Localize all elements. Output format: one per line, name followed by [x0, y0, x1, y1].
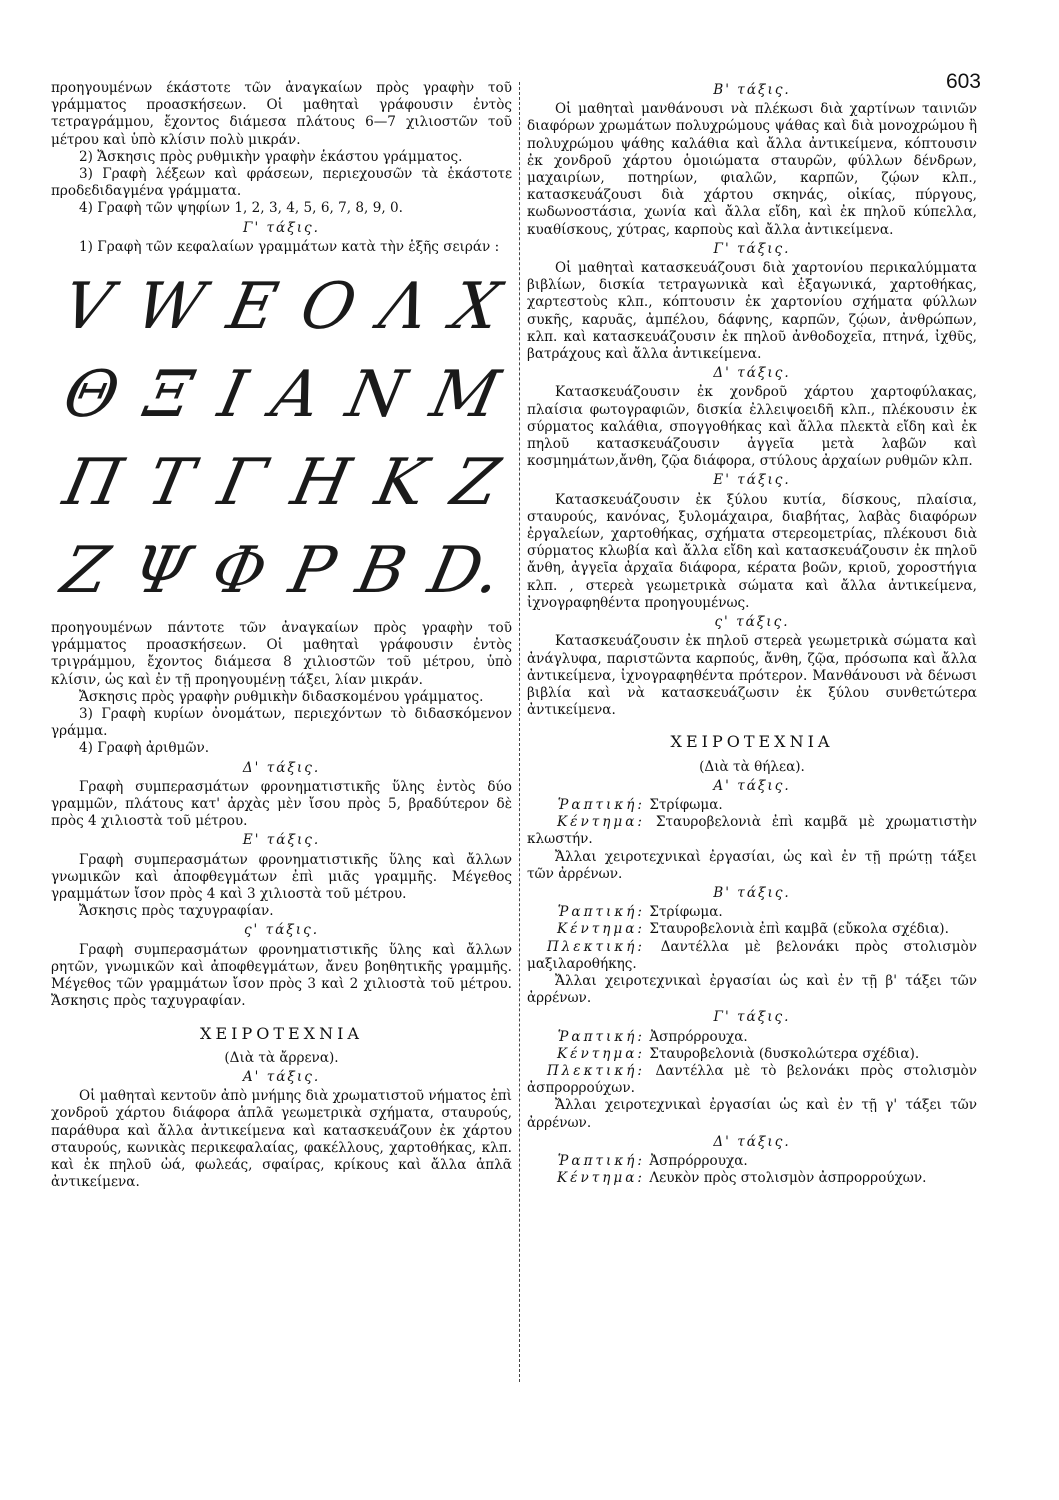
- paragraph: Οἱ μαθηταὶ κεντοῦν ἀπὸ μνήμης διὰ χρωματιστοῦ νήματος ἐπὶ χονδροῦ χάρτου διάφορα ἁπλᾶ γεωμετρικὰ σχήματα, σταυρούς, παράθυρα καὶ ἄλλα ἀντικείμενα καὶ κατασκευάζουν ἐκ χάρτου σταυρούς, κωνικὰς περικεφαλαίας, φακέλλους, χαρτοθήκας, κλπ. καὶ ἐκ πηλοῦ ὠά, φωλεάς, σφαίρας, κρίκους καὶ ἄλλα ἁπλᾶ ἀντικείμενα.: [51, 1088, 513, 1191]
- entry-label: Κέντημα:: [557, 814, 645, 831]
- paragraph: 1) Γραφὴ τῶν κεφαλαίων γραμμάτων κατὰ τὴν ἑξῆς σειράν :: [79, 238, 500, 255]
- paragraph: Ἄσκησις πρὸς γραφὴν ρυθμικὴν διδασκομένου γράμματος.: [79, 688, 484, 705]
- chapter-heading: ΧΕΙΡΟΤΕΧΝΙΑ: [670, 732, 834, 752]
- section-heading: Γ' τάξις.: [713, 1009, 791, 1026]
- column-divider: [519, 82, 520, 1382]
- calligraphy-letter: Θ: [57, 358, 126, 433]
- left-column: [51, 80, 512, 1191]
- section-heading: Δ' τάξις.: [242, 759, 321, 776]
- section-heading: Β' τάξις.: [713, 884, 791, 901]
- calligraphy-letter: Φ: [205, 534, 274, 609]
- calligraphy-letter: B: [350, 534, 414, 609]
- calligraphy-letter: Ξ: [138, 358, 200, 433]
- paragraph: προηγουμένων έκάστοτε τῶν ἀναγκαίων πρὸς γραφὴν τοῦ γράμματος προασκήσεων. Οἱ μαθηταὶ γράφουσιν ἐντὸς τετραγράμμου, ἔχοντος διάμεσα πλάτους 6—7 χιλιοστῶν τοῦ μέτρου καὶ ὑπὸ κλίσιν πολὺ μικράν.: [51, 80, 512, 148]
- section-heading: Ε' τάξις.: [713, 472, 791, 489]
- entry-row: [527, 814, 977, 848]
- entry-text: Δαντέλλα μὲ τὸ βελονάκι πρὸς στολισμὸν ἀσπρορρούχων.: [527, 1062, 978, 1097]
- paragraph: 4) Γραφὴ τῶν ψηφίων 1, 2, 3, 4, 5, 6, 7, 8, 9, 0.: [79, 200, 403, 217]
- section-heading: ς' τάξις.: [243, 922, 320, 939]
- calligraphy-letter: Ζ: [55, 534, 116, 609]
- entry-text: Σταυροβελονιὰ (δυσκολώτερα σχέδια).: [649, 1045, 920, 1062]
- entry-label: Ῥαπτική:: [557, 796, 645, 813]
- paragraph: Ἄλλαι χειροτεχνικαὶ ἐργασίαι ὡς καὶ ἐν τῇ γ' τάξει τῶν ἀρρένων.: [527, 1097, 977, 1131]
- subheading: (Διὰ τὰ θήλεα).: [699, 758, 805, 775]
- calligraphy-row: [51, 528, 512, 616]
- calligraphy-letter: K: [369, 446, 433, 521]
- calligraphy-letter: Γ: [212, 446, 273, 521]
- entry-label: Ῥαπτική:: [557, 904, 645, 921]
- paragraph: 3) Γραφὴ λέξεων καὶ φράσεων, περιεχουσῶν τὰ ἑκάστοτε προδεδιδαγμένα γράμματα.: [51, 166, 512, 200]
- paragraph: Ἄλλαι χειροτεχνικαὶ ἐργασίαι ὡς καὶ ἐν τῇ β' τάξει τῶν ἀρρένων.: [527, 972, 977, 1007]
- calligraphy-letter: Π: [57, 446, 129, 521]
- entry-label: Κέντημα:: [557, 1045, 645, 1062]
- calligraphy-row: [51, 264, 512, 352]
- paragraph: Οἱ μαθηταὶ κατασκευάζουσι διὰ χαρτονίου περικαλύμματα βιβλίων, δισκία τετραγωνικὰ καὶ ἑξαγωνικά, χαρτοθήκας, χαρτεστοὺς κλπ., κόπτουσιν ἐκ χαρτονίου σχήματα φύλλων συκῆς, καρυᾶς, ἀμπέλου, δάφνης, καρπῶν, ζῴων, ἀνθρώπων, κλπ. καὶ κατασκευάζουσιν ἐκ πηλοῦ ἀνθοδοχεῖα, πτηνά, ἰχθῦς, βατράχους καὶ ἄλλα ἀντικείμενα.: [527, 260, 977, 363]
- paragraph: Γραφὴ συμπερασμάτων φρονηματιστικῆς ὕλης καὶ ἄλλων γνωμικῶν καὶ ἀποφθεγμάτων ἐπὶ μιᾶς γραμμῆς. Μέγεθος γραμμάτων ἴσον πρὸς 4 καὶ 3 χιλιοστὰ τοῦ μέτρου.: [51, 851, 512, 903]
- entry-label: Ῥαπτική:: [557, 1028, 645, 1045]
- entry-row: [527, 1063, 977, 1097]
- section-heading: Δ' τάξις.: [713, 1133, 791, 1150]
- entry-row: [527, 904, 977, 921]
- calligraphy-letter: H: [285, 446, 357, 521]
- calligraphy-letter: W: [128, 270, 211, 345]
- paragraph: 4) Γραφὴ ἀριθμῶν.: [79, 740, 210, 757]
- paragraph: Κατασκευάζουσιν ἐκ χονδροῦ χάρτου χαρτοφύλακας, πλαίσια φωτογραφιῶν, δισκία ἐλλειψοειδῆ κλπ., πλέκουσιν ἐκ σύρματος καλάθια, σπογγοθήκας καὶ ἄλλα πλεκτὰ εἴδη καὶ ἐκ πηλοῦ κατασκευάζουσιν ἀγγεῖα μετὰ λαβῶν καὶ κοσμημάτων,ἄνθη, ζῷα διάφορα, στύλους ἀρχαίων ρυθμῶν κλπ.: [527, 384, 977, 470]
- paragraph: Γραφὴ συμπερασμάτων φρονηματιστικῆς ὕλης καὶ ἄλλων ρητῶν, γνωμικῶν καὶ ἀποφθεγμάτων, ἄνευ βοηθητικῆς γραμμῆς. Μέγεθος τῶν γραμμάτων ἴσον πρὸς 3 καὶ 2 χιλιοστὰ τοῦ μέτρου. Ἄσκησις πρὸς ταχυγραφίαν.: [51, 941, 512, 1010]
- paragraph: Κατασκευάζουσιν ἐκ ξύλου κυτία, δίσκους, πλαίσια, σταυρούς, κανόνας, ξυλομάχαιρα, διαβήτας, λαβὰς διαφόρων ἐργαλείων, χαρτοθήκας, σχήματα στερεομετρίας, πλέκουσι διὰ σύρματος κλωβία καὶ ἄλλα εἴδη καὶ κατασκευάζουσιν ἐκ πηλοῦ ἄνθη, ἀγγεῖα ἀρχαῖα διάφορα, κέρατα βοῶν, κριοῦ, χοροστήγια κλπ. , στερεὰ γεωμετρικὰ σώματα καὶ ἄλλα ἀντικείμενα, ἰχνογραφηθέντα προηγουμένως.: [527, 491, 977, 611]
- entry-row: [527, 1046, 977, 1063]
- right-column: [527, 80, 977, 1187]
- entry-row: [527, 921, 977, 938]
- entry-label: Ῥαπτική:: [557, 1152, 645, 1169]
- chapter-heading: ΧΕΙΡΟΤΕΧΝΙΑ: [200, 1023, 363, 1043]
- subheading: (Διὰ τὰ ἄρρενα).: [224, 1049, 339, 1066]
- calligraphy-plate: [51, 264, 512, 616]
- section-heading: Α' τάξις.: [713, 777, 791, 794]
- entry-row: [527, 1170, 977, 1187]
- calligraphy-letter: E: [221, 270, 284, 345]
- paragraph: 3) Γραφὴ κυρίων ὀνομάτων, περιεχόντων τὸ διδασκόμενον γράμμα.: [51, 706, 512, 740]
- entry-text: Λευκὸν πρὸς στολισμὸν ἀσπρορρούχων.: [649, 1170, 927, 1187]
- section-heading: Γ' τάξις.: [243, 219, 320, 236]
- paragraph: Γραφὴ συμπερασμάτων φρονηματιστικῆς ὕλης ἐντὸς δύο γραμμῶν, πλάτους κατ' ἀρχὰς μὲν ἴσου πρὸς 5, βραδύτερον δὲ πρὸς 4 χιλιοστὰ τοῦ μέτρου.: [51, 778, 512, 830]
- paragraph: Ἄλλαι χειροτεχνικαὶ ἐργασίαι, ὡς καὶ ἐν τῇ πρώτῃ τάξει τῶν ἀρρένων.: [527, 848, 977, 882]
- entry-text: Στρίφωμα.: [649, 796, 723, 813]
- section-heading: Α' τάξις.: [242, 1068, 321, 1085]
- section-heading: Δ' τάξις.: [713, 365, 791, 382]
- section-heading: Ε' τάξις.: [242, 832, 321, 849]
- entry-label: Κέντημα:: [557, 1170, 645, 1187]
- entry-row: [527, 1153, 977, 1170]
- section-heading: Γ' τάξις.: [713, 240, 791, 257]
- calligraphy-letter: Z: [445, 446, 506, 521]
- entry-row: [527, 797, 977, 814]
- paragraph: Κατασκευάζουσιν ἐκ πηλοῦ στερεὰ γεωμετρικὰ σώματα καὶ ἀνάγλυφα, παριστῶντα καρπούς, ἄνθη, ζῷα, πρόσωπα καὶ ἄλλα ἀντικείμενα, ἰχνογραφηθέντα πρότερον. Μανθάνουσι νὰ δένωσι βιβλία καὶ νὰ κατασκευάζωσιν ἐκ ξύλου συνθετώτερα ἀντικείμενα.: [527, 633, 977, 719]
- calligraphy-letter: A: [265, 358, 328, 433]
- entry-label: Πλεκτική:: [546, 938, 645, 955]
- paragraph: Οἱ μαθηταὶ μανθάνουσι νὰ πλέκωσι διὰ χαρτίνων ταινιῶν διαφόρων χρωμάτων πολυχρώμους ψάθας καὶ διὰ μονοχρώμου ἢ πολυχρώμου ψάθης καλάθια καὶ ἄλλα ἀντικείμενα, κόπτουσιν ἐκ χονδροῦ χάρτου ὁμοιώματα σταυρῶν, φύλλων δένδρων, μαχαιρίων, ποτηρίων, φιαλῶν, καρπῶν, ζῴων κλπ., κατασκευάζουσι διὰ χάρτου σκηνάς, οἰκίας, πύργους, κωδωνοστάσια, χωνία καὶ ἄλλα εἴδη, καὶ ἐκ πηλοῦ κύπελλα, κυαθίσκους, χύτρας, καρποὺς καὶ ἄλλα ἀντικείμενα.: [527, 101, 977, 238]
- entry-text: Ἀσπρόρρουχα.: [649, 1028, 748, 1045]
- paragraph: 2) Ἄσκησις πρὸς ρυθμικὴν γραφὴν ἑκάστου γράμματος.: [79, 148, 463, 165]
- calligraphy-letter: N: [340, 358, 412, 433]
- entry-row: [527, 1029, 977, 1046]
- entry-text: Ἀσπρόρρουχα.: [649, 1152, 748, 1169]
- entry-text: Σταυροβελονιὰ ἐπὶ καμβᾶ μὲ χρωματιστὴν κλωστήν.: [527, 814, 977, 848]
- paragraph: προηγουμένων πάντοτε τῶν ἀναγκαίων πρὸς γραφὴν τοῦ γράμματος προασκήσεων. Οἱ μαθηταὶ γράφουσιν ἐντὸς τριγράμμου, ἔχοντος διάμεσα 8 χιλιοστῶν τοῦ μέτρου, ὑπὸ κλίσιν, ὡς καὶ ἐν τῇ προηγουμένῃ τάξει, λίαν μικράν.: [51, 620, 512, 688]
- section-heading: Β' τάξις.: [713, 82, 791, 98]
- calligraphy-letter: V: [56, 270, 119, 345]
- entry-text: Στρίφωμα.: [649, 904, 723, 921]
- calligraphy-row: [51, 440, 512, 528]
- section-heading: ς' τάξις.: [714, 614, 790, 631]
- calligraphy-letter: I: [211, 358, 253, 433]
- page-number: 603: [945, 70, 981, 93]
- entry-row: [527, 939, 977, 973]
- entry-text: Δαντέλλα μὲ βελονάκι πρὸς στολισμὸν μαξιλαροθήκης.: [527, 938, 977, 972]
- entry-label: Πλεκτική:: [546, 1062, 645, 1079]
- entry-label: Κέντημα:: [557, 921, 645, 938]
- calligraphy-letter: T: [141, 446, 200, 521]
- calligraphy-row: [51, 352, 512, 440]
- calligraphy-letter: P: [282, 534, 342, 609]
- calligraphy-letter: M: [424, 358, 506, 433]
- calligraphy-letter: Λ: [372, 270, 435, 345]
- calligraphy-letter: X: [445, 270, 507, 345]
- calligraphy-letter: D.: [422, 534, 508, 609]
- entry-text: Σταυροβελονιὰ ἐπὶ καμβᾶ (εὔκολα σχέδια).: [649, 921, 949, 938]
- calligraphy-letter: O: [294, 270, 363, 345]
- calligraphy-letter: Ψ: [124, 534, 197, 609]
- paragraph: Ἄσκησις πρὸς ταχυγραφίαν.: [79, 903, 274, 920]
